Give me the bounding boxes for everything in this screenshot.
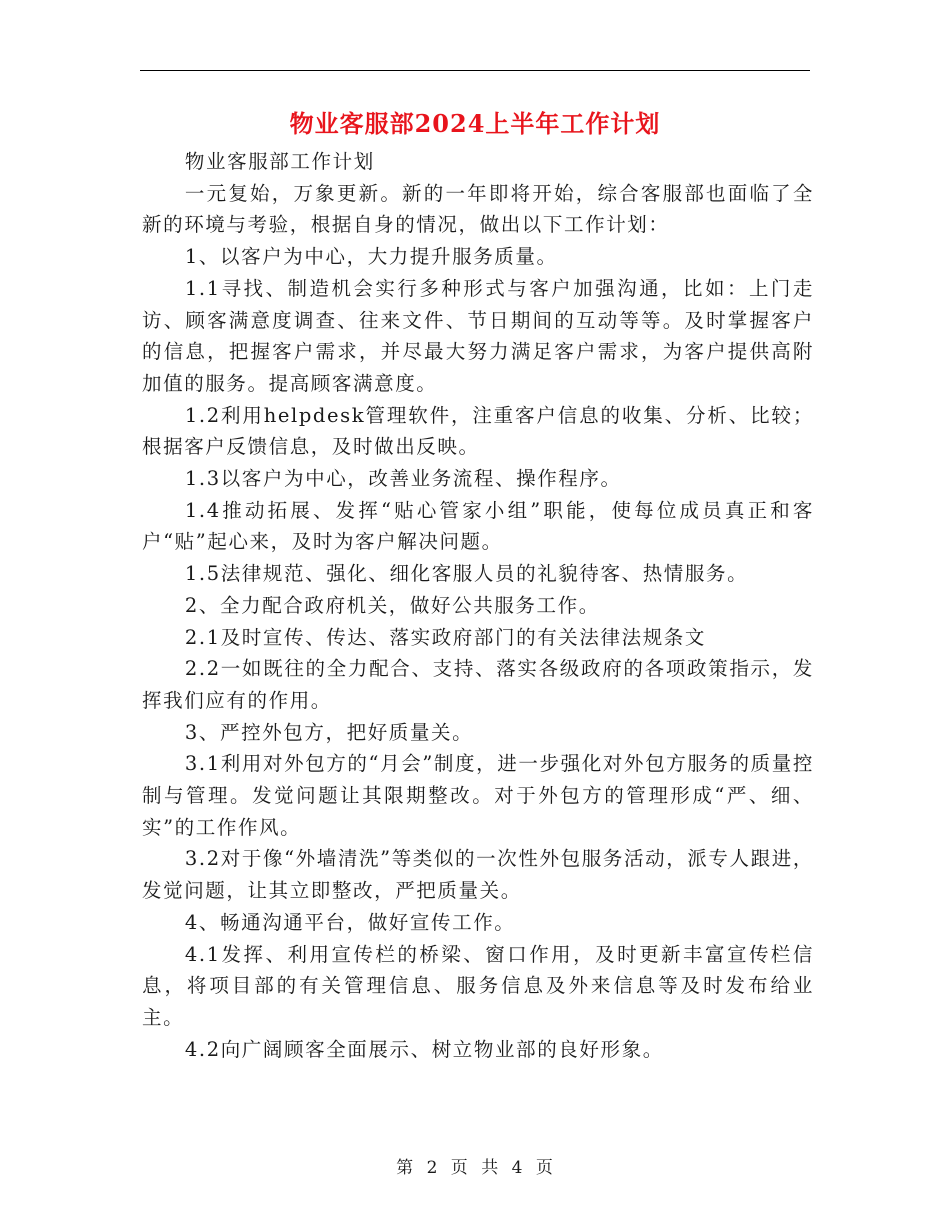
paragraph: 2、全力配合政府机关，做好公共服务工作。	[184, 593, 600, 617]
paragraph: 物业客服部工作计划	[184, 150, 375, 173]
page-footer	[0, 1153, 950, 1178]
paragraph: 3.2对于像“外墙清洗”等类似的一次性外包服务活动，派专人跟进，发觉问题，让其立即整改，严把质量关。	[142, 847, 814, 903]
paragraph: 1.2利用helpdesk管理软件，注重客户信息的收集、分析、比较；根据客户反馈信息，及时做出反映。	[142, 403, 814, 459]
paragraph: 2.1及时宣传、传达、落实政府部门的有关法律法规条文	[184, 625, 707, 649]
paragraph: 1.3以客户为中心，改善业务流程、操作程序。	[184, 467, 622, 491]
document-title: 物业客服部2024上半年工作计划	[289, 109, 661, 138]
paragraph: 4、畅通沟通平台，做好宣传工作。	[184, 910, 516, 934]
paragraph: 1.4推动拓展、发挥“贴心管家小组”职能，使每位成员真正和客户“贴”起心来，及时为客户解决问题。	[142, 498, 814, 554]
paragraph: 3.1利用对外包方的“月会”制度，进一步强化对外包方服务的质量控制与管理。发觉问题让其限期整改。对于外包方的管理形成“严、细、实”的工作作风。	[142, 752, 814, 839]
footer-page-prefix: 第	[396, 1158, 415, 1178]
footer-total-prefix: 共	[481, 1158, 500, 1178]
paragraph: 4.1发挥、利用宣传栏的桥梁、窗口作用，及时更新丰富宣传栏信息，将项目部的有关管理信息、服务信息及外来信息等及时发布给业主。	[142, 942, 814, 1029]
paragraph: 4.2向广阔顾客全面展示、树立物业部的良好形象。	[184, 1037, 664, 1061]
footer-page-current: 2	[426, 1158, 439, 1178]
paragraph: 1、以客户为中心，大力提升服务质量。	[184, 245, 558, 269]
paragraph: 1.1寻找、制造机会实行多种形式与客户加强沟通，比如：上门走访、顾客满意度调查、往来文件、节日期间的互动等等。及时掌握客户的信息，把握客户需求，并尽最大努力满足客户需求，为客户提供高附加值的服务。提高顾客满意度。	[142, 276, 814, 395]
paragraph: 2.2一如既往的全力配合、支持、落实各级政府的各项政策指示，发挥我们应有的作用。	[142, 657, 814, 712]
header-rule	[140, 70, 810, 71]
document-body	[142, 146, 814, 1065]
footer-page-total: 4	[511, 1158, 524, 1178]
footer-total-unit: 页	[535, 1158, 554, 1178]
paragraph: 一元复始，万象更新。新的一年即将开始，综合客服部也面临了全新的环境与考验，根据自身的情况，做出以下工作计划：	[142, 181, 814, 237]
paragraph: 1.5法律规范、强化、细化客服人员的礼貌待客、热情服务。	[184, 562, 749, 586]
footer-page-unit: 页	[450, 1158, 469, 1178]
paragraph: 3、严控外包方，把好质量关。	[184, 720, 474, 744]
